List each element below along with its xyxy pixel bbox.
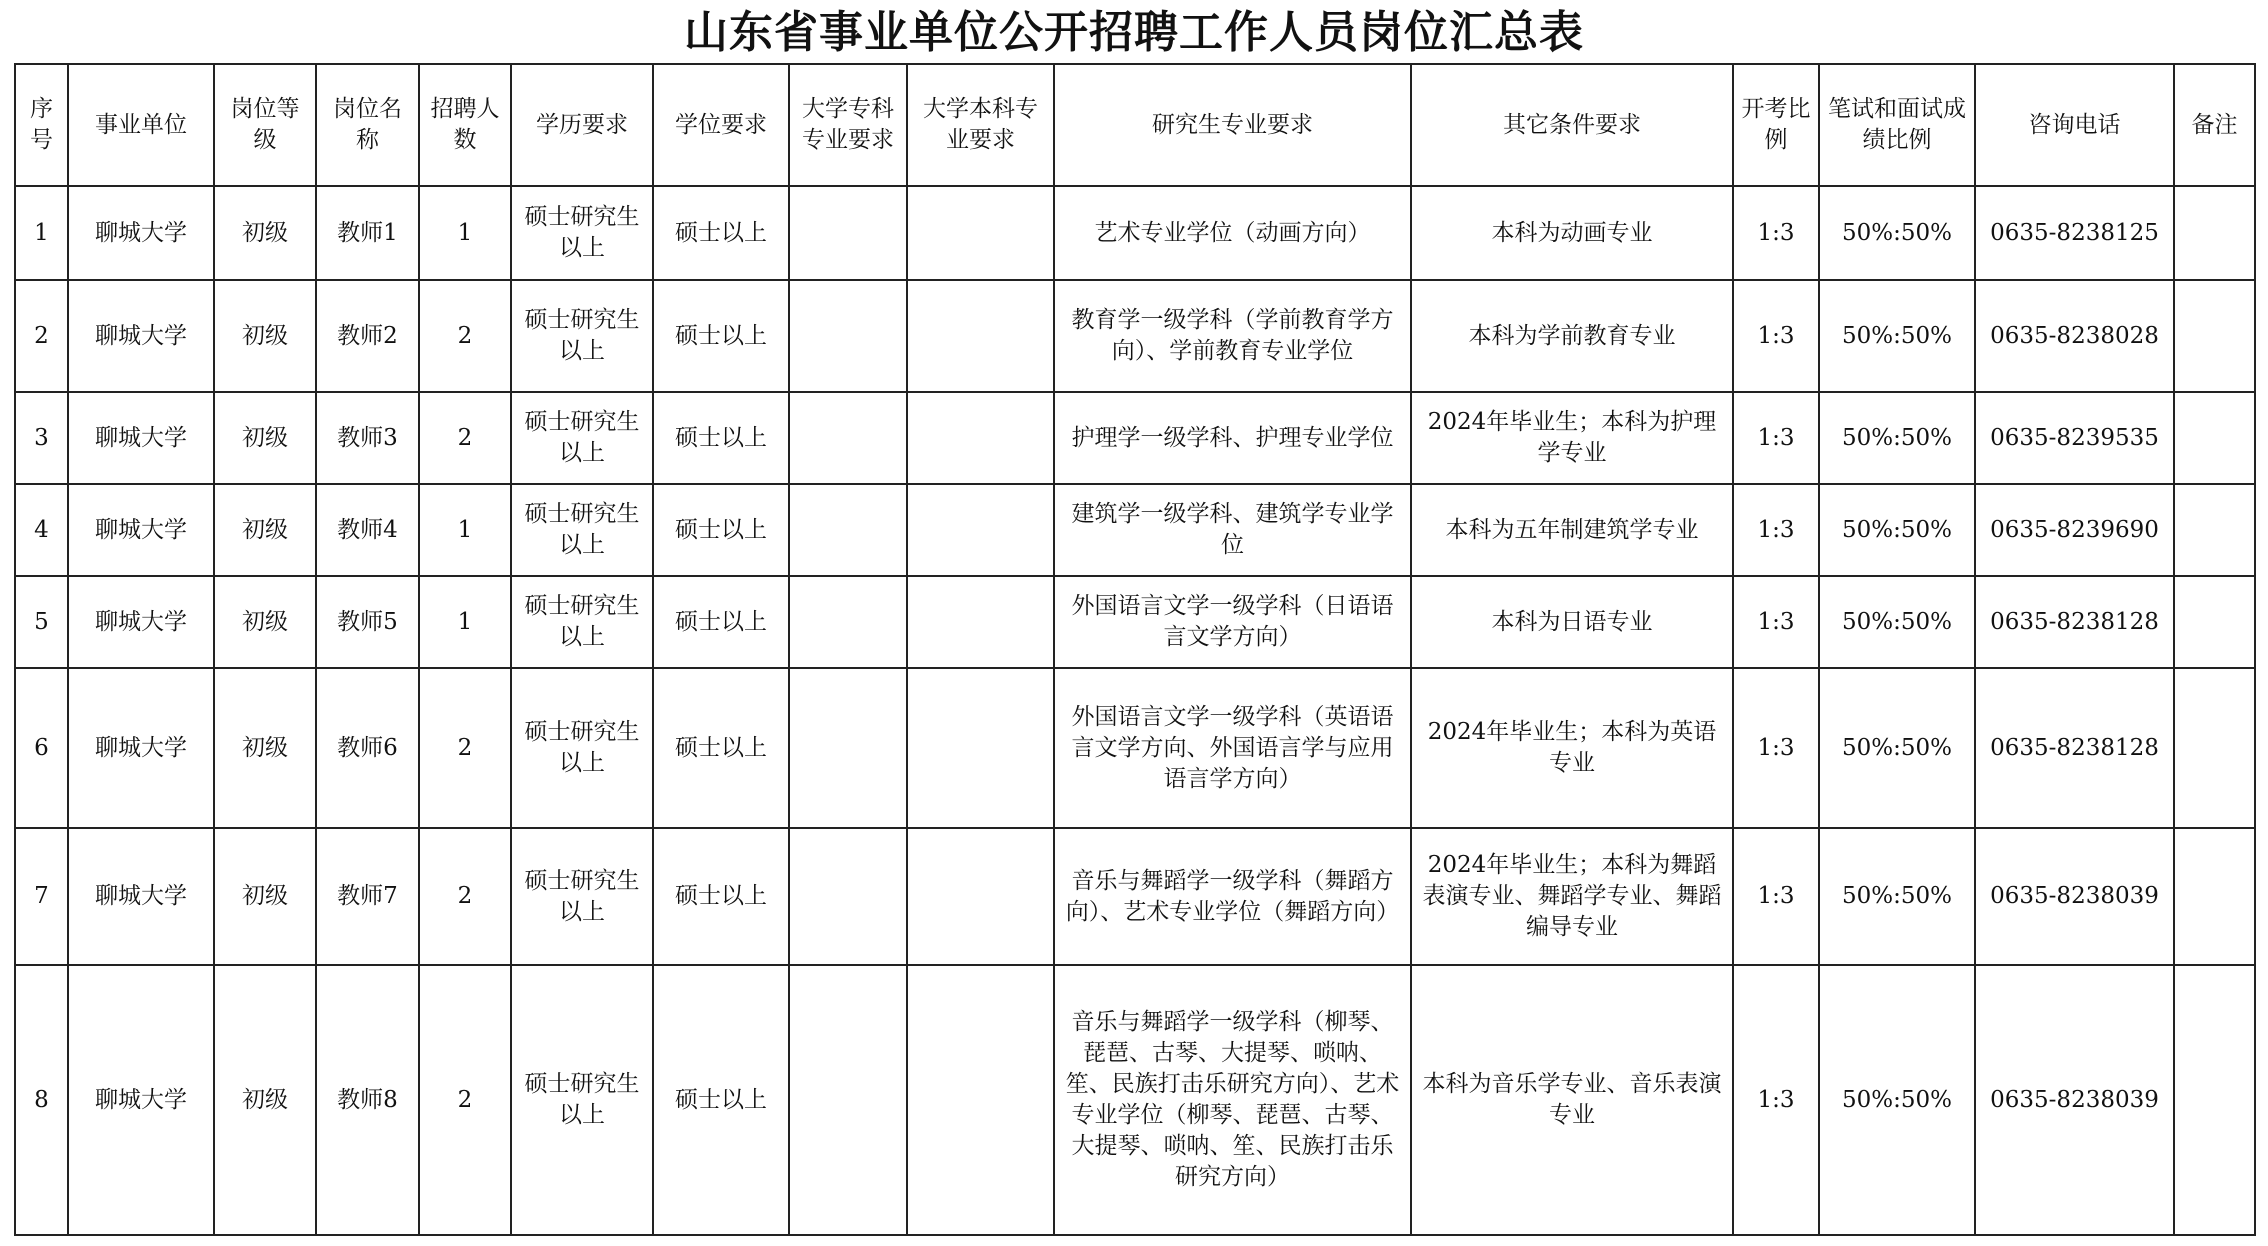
cell-no: 5: [15, 576, 68, 668]
cell-bachelor: [907, 280, 1054, 392]
cell-bachelor: [907, 392, 1054, 484]
cell-phone: 0635-8238125: [1975, 186, 2174, 280]
header-cell-post: 岗位名称: [316, 64, 419, 186]
cell-edu: 硕士研究生以上: [511, 186, 653, 280]
cell-grad: 建筑学一级学科、建筑学专业学位: [1054, 484, 1411, 576]
cell-unit: 聊城大学: [68, 668, 214, 828]
cell-post: 教师1: [316, 186, 419, 280]
cell-level: 初级: [214, 965, 316, 1235]
cell-post: 教师6: [316, 668, 419, 828]
header-cell-degree: 学位要求: [653, 64, 789, 186]
cell-other: 2024年毕业生；本科为英语专业: [1411, 668, 1733, 828]
cell-bachelor: [907, 828, 1054, 965]
header-cell-ratio: 开考比例: [1733, 64, 1819, 186]
cell-note: [2174, 828, 2255, 965]
cell-unit: 聊城大学: [68, 186, 214, 280]
cell-bachelor: [907, 576, 1054, 668]
cell-edu: 硕士研究生以上: [511, 392, 653, 484]
cell-college: [789, 576, 907, 668]
table-row: [15, 668, 2255, 828]
cell-unit: 聊城大学: [68, 576, 214, 668]
cell-phone: 0635-8239690: [1975, 484, 2174, 576]
cell-grad: 音乐与舞蹈学一级学科（舞蹈方向）、艺术专业学位（舞蹈方向）: [1054, 828, 1411, 965]
header-cell-phone: 咨询电话: [1975, 64, 2174, 186]
cell-grad: 音乐与舞蹈学一级学科（柳琴、琵琶、古琴、大提琴、唢呐、笙、民族打击乐研究方向）、艺术专业学位（柳琴、琵琶、古琴、大提琴、唢呐、笙、民族打击乐研究方向）: [1054, 965, 1411, 1235]
cell-ratio: 1:3: [1733, 186, 1819, 280]
cell-count: 1: [419, 576, 511, 668]
cell-other: 本科为动画专业: [1411, 186, 1733, 280]
cell-note: [2174, 576, 2255, 668]
cell-count: 2: [419, 965, 511, 1235]
cell-edu: 硕士研究生以上: [511, 965, 653, 1235]
table-row: [15, 280, 2255, 392]
table-row: [15, 965, 2255, 1235]
cell-other: 2024年毕业生；本科为护理学专业: [1411, 392, 1733, 484]
cell-edu: 硕士研究生以上: [511, 668, 653, 828]
cell-degree: 硕士以上: [653, 280, 789, 392]
positions-table: [14, 63, 2256, 1236]
header-cell-count: 招聘人数: [419, 64, 511, 186]
cell-college: [789, 965, 907, 1235]
cell-post: 教师3: [316, 392, 419, 484]
cell-other: 2024年毕业生；本科为舞蹈表演专业、舞蹈学专业、舞蹈编导专业: [1411, 828, 1733, 965]
cell-degree: 硕士以上: [653, 828, 789, 965]
cell-college: [789, 484, 907, 576]
cell-level: 初级: [214, 484, 316, 576]
cell-other: 本科为音乐学专业、音乐表演专业: [1411, 965, 1733, 1235]
table-row: [15, 186, 2255, 280]
cell-grad: 外国语言文学一级学科（日语语言文学方向）: [1054, 576, 1411, 668]
cell-phone: 0635-8238039: [1975, 965, 2174, 1235]
cell-grad: 外国语言文学一级学科（英语语言文学方向、外国语言学与应用语言学方向）: [1054, 668, 1411, 828]
header-cell-no: 序号: [15, 64, 68, 186]
document-title: 山东省事业单位公开招聘工作人员岗位汇总表: [684, 7, 1584, 58]
cell-post: 教师4: [316, 484, 419, 576]
cell-ratio: 1:3: [1733, 484, 1819, 576]
header-cell-college: 大学专科专业要求: [789, 64, 907, 186]
header-cell-note: 备注: [2174, 64, 2255, 186]
cell-no: 7: [15, 828, 68, 965]
header-cell-other: 其它条件要求: [1411, 64, 1733, 186]
table-row: [15, 484, 2255, 576]
cell-phone: 0635-8238039: [1975, 828, 2174, 965]
cell-college: [789, 186, 907, 280]
cell-level: 初级: [214, 186, 316, 280]
cell-ratio: 1:3: [1733, 828, 1819, 965]
cell-score: 50%:50%: [1819, 965, 1975, 1235]
cell-ratio: 1:3: [1733, 965, 1819, 1235]
cell-phone: 0635-8238128: [1975, 576, 2174, 668]
cell-note: [2174, 280, 2255, 392]
cell-other: 本科为五年制建筑学专业: [1411, 484, 1733, 576]
cell-no: 2: [15, 280, 68, 392]
cell-note: [2174, 186, 2255, 280]
cell-unit: 聊城大学: [68, 965, 214, 1235]
cell-note: [2174, 965, 2255, 1235]
table-row: [15, 828, 2255, 965]
cell-note: [2174, 484, 2255, 576]
cell-count: 2: [419, 392, 511, 484]
cell-degree: 硕士以上: [653, 186, 789, 280]
cell-phone: 0635-8239535: [1975, 392, 2174, 484]
cell-score: 50%:50%: [1819, 828, 1975, 965]
cell-count: 1: [419, 186, 511, 280]
cell-score: 50%:50%: [1819, 668, 1975, 828]
cell-grad: 护理学一级学科、护理专业学位: [1054, 392, 1411, 484]
cell-score: 50%:50%: [1819, 186, 1975, 280]
cell-bachelor: [907, 668, 1054, 828]
cell-no: 4: [15, 484, 68, 576]
header-cell-level: 岗位等级: [214, 64, 316, 186]
cell-count: 1: [419, 484, 511, 576]
cell-score: 50%:50%: [1819, 280, 1975, 392]
cell-no: 6: [15, 668, 68, 828]
cell-count: 2: [419, 828, 511, 965]
header-cell-unit: 事业单位: [68, 64, 214, 186]
cell-unit: 聊城大学: [68, 828, 214, 965]
cell-other: 本科为学前教育专业: [1411, 280, 1733, 392]
cell-ratio: 1:3: [1733, 392, 1819, 484]
cell-no: 3: [15, 392, 68, 484]
cell-phone: 0635-8238028: [1975, 280, 2174, 392]
cell-note: [2174, 668, 2255, 828]
cell-post: 教师2: [316, 280, 419, 392]
cell-post: 教师8: [316, 965, 419, 1235]
cell-ratio: 1:3: [1733, 668, 1819, 828]
cell-ratio: 1:3: [1733, 280, 1819, 392]
cell-score: 50%:50%: [1819, 484, 1975, 576]
cell-grad: 艺术专业学位（动画方向）: [1054, 186, 1411, 280]
cell-ratio: 1:3: [1733, 576, 1819, 668]
header-cell-bachelor: 大学本科专业要求: [907, 64, 1054, 186]
cell-level: 初级: [214, 828, 316, 965]
cell-post: 教师7: [316, 828, 419, 965]
cell-grad: 教育学一级学科（学前教育学方向）、学前教育专业学位: [1054, 280, 1411, 392]
cell-unit: 聊城大学: [68, 392, 214, 484]
cell-edu: 硕士研究生以上: [511, 828, 653, 965]
header-cell-score: 笔试和面试成绩比例: [1819, 64, 1975, 186]
header-row: [15, 64, 2255, 186]
cell-degree: 硕士以上: [653, 668, 789, 828]
cell-note: [2174, 392, 2255, 484]
cell-post: 教师5: [316, 576, 419, 668]
cell-bachelor: [907, 484, 1054, 576]
cell-college: [789, 668, 907, 828]
cell-count: 2: [419, 280, 511, 392]
table-row: [15, 392, 2255, 484]
cell-level: 初级: [214, 280, 316, 392]
cell-edu: 硕士研究生以上: [511, 280, 653, 392]
cell-other: 本科为日语专业: [1411, 576, 1733, 668]
cell-score: 50%:50%: [1819, 576, 1975, 668]
cell-no: 1: [15, 186, 68, 280]
cell-level: 初级: [214, 668, 316, 828]
cell-no: 8: [15, 965, 68, 1235]
cell-phone: 0635-8238128: [1975, 668, 2174, 828]
header-cell-edu: 学历要求: [511, 64, 653, 186]
cell-score: 50%:50%: [1819, 392, 1975, 484]
cell-degree: 硕士以上: [653, 392, 789, 484]
cell-count: 2: [419, 668, 511, 828]
cell-degree: 硕士以上: [653, 484, 789, 576]
cell-level: 初级: [214, 576, 316, 668]
header-cell-grad: 研究生专业要求: [1054, 64, 1411, 186]
cell-college: [789, 392, 907, 484]
cell-degree: 硕士以上: [653, 965, 789, 1235]
cell-degree: 硕士以上: [653, 576, 789, 668]
cell-college: [789, 280, 907, 392]
cell-unit: 聊城大学: [68, 280, 214, 392]
cell-unit: 聊城大学: [68, 484, 214, 576]
cell-bachelor: [907, 186, 1054, 280]
table-row: [15, 576, 2255, 668]
cell-level: 初级: [214, 392, 316, 484]
cell-college: [789, 828, 907, 965]
cell-edu: 硕士研究生以上: [511, 576, 653, 668]
cell-edu: 硕士研究生以上: [511, 484, 653, 576]
cell-bachelor: [907, 965, 1054, 1235]
